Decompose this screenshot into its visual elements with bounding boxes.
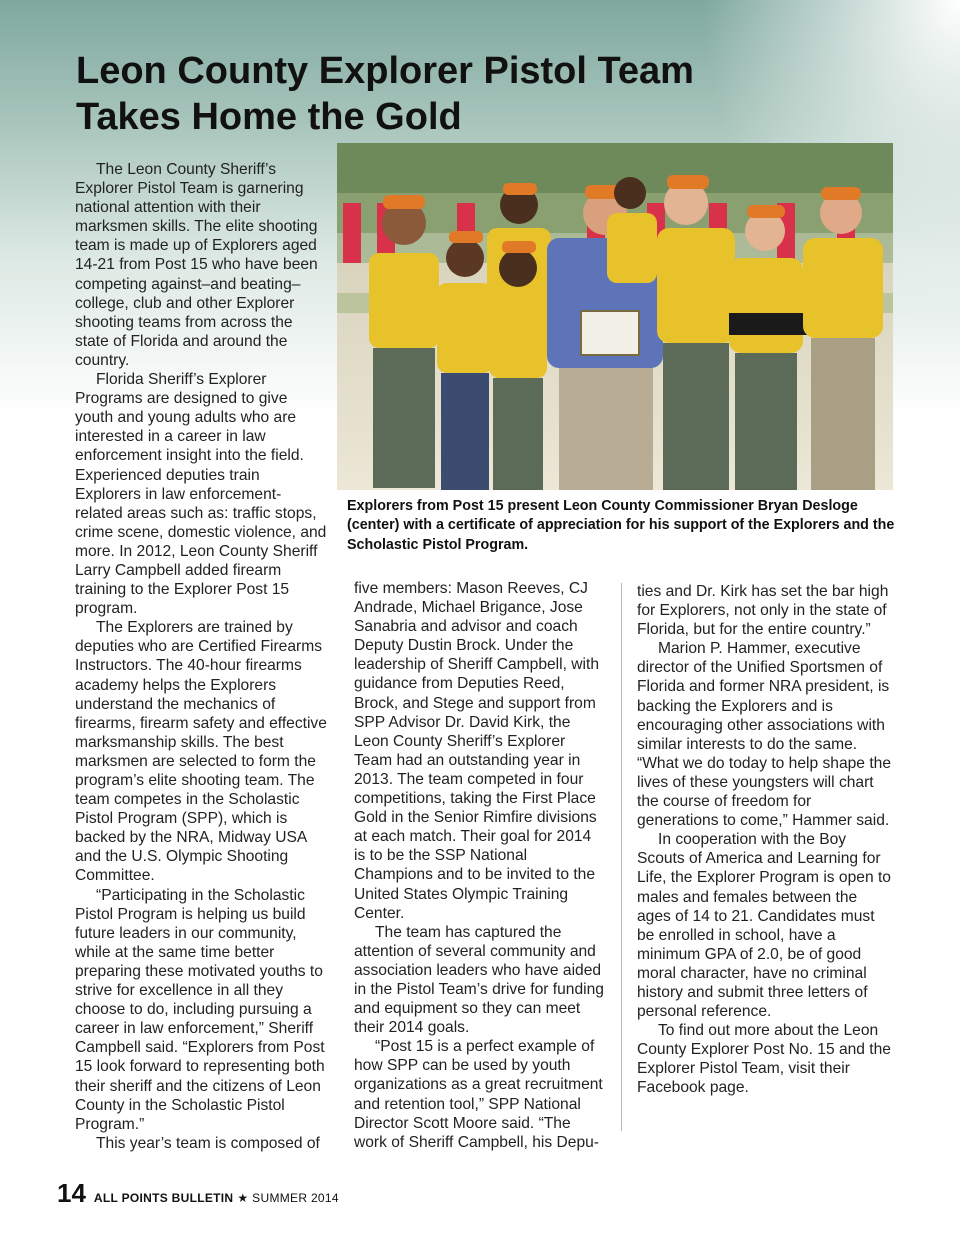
paragraph: The Leon County Sheriff’s Explorer Pistol Team is garnering national attention with their marksmen skills. The elite shooting team is made up of Explorers aged 14-21 from Post 15 who have been competing against–and beating–college, club and other Explorer shooting teams from across the state of Florida and around the country. <box>75 161 318 369</box>
paragraph: The Explorers are trained by deputies who are Certified Firearms Instructors. The 40-hour firearms academy helps the Explorers understand the mechanics of firearms, firearm safety and effective marksmanship skills. The best marksmen are selected to form the program’s elite shooting team. The team competes in the Scholastic Pistol Program (SPP), which is backed by the NRA, Midway USA and the U.S. Olympic Shooting Committee. <box>75 619 327 885</box>
magazine-name: ALL POINTS BULLETIN <box>93 1191 234 1205</box>
text-column-2 <box>354 579 604 1152</box>
paragraph: In cooperation with the Boy Scouts of America and Learning for Life, the Explorer Program is open to males and females between the ages of 14 to 21. Candidates must be enrolled in school, have a minimum GPA of 2.0, be of good moral character, have no criminal history and submit three letters of personal reference. <box>637 831 891 1021</box>
team-photo-illustration <box>337 143 893 490</box>
star-icon: ★ <box>237 1191 249 1205</box>
page-number: 14 <box>57 1178 86 1208</box>
paragraph: Florida Sheriff’s Explorer Programs are designed to give youth and young adults who are interested in a career in law enforcement insight into the field. Experienced deputies train Explorers in law enforcement-related areas such as: traffic stops, crime scene, domestic violence, and more. In 2012, Leon County Sheriff Larry Campbell added firearm training to the Explorer Post 15 program. <box>75 371 327 618</box>
paragraph: ties and Dr. Kirk has set the bar high for Explorers, not only in the state of Florida, but for the entire country.” <box>637 583 889 639</box>
column-divider <box>621 583 622 1131</box>
paragraph: “Post 15 is a perfect example of how SPP can be used by youth organizations as a great recruitment and retention tool,” SPP National Director Scott Moore said. “The work of Sheriff Campbell, his Depu- <box>354 1038 603 1151</box>
article-headline <box>76 48 776 140</box>
photo-caption: Explorers from Post 15 present Leon County Commissioner Bryan Desloge (center) with a certificate of appreciation for his support of the Explorers and the Scholastic Pistol Program. <box>347 498 895 553</box>
text-column-1 <box>75 160 327 1153</box>
team-photo <box>337 143 893 490</box>
text-column-3 <box>637 582 895 1098</box>
page-footer <box>57 1178 339 1209</box>
paragraph: The team has captured the attention of several community and association leaders who have aided in the Pistol Team’s drive for funding and equipment so they can meet their 2014 goals. <box>354 923 604 1037</box>
headline-line-2: Takes Home the Gold <box>76 96 462 138</box>
headline-line-1: Leon County Explorer Pistol Team <box>76 50 694 92</box>
paragraph: five members: Mason Reeves, CJ Andrade, Michael Brigance, Jose Sanabria and advisor and coach Deputy Dustin Brock. Under the leadership of Sheriff Campbell, with guidance from Deputies Reed, Brock, and Stege and support from SPP Advisor Dr. David Kirk, the Leon County Sheriff’s Explorer Team had an outstanding year in 2013. The team competed in four competitions, taking the First Place Gold in the Senior Rimfire divisions at each match. Their goal for 2014 is to be the SSP National Champions and to be invited to the United States Olympic Training Center. <box>354 580 600 922</box>
paragraph: To find out more about the Leon County Explorer Post No. 15 and the Explorer Pistol Team, visit their Facebook page. <box>637 1022 891 1097</box>
issue-label: SUMMER 2014 <box>252 1191 339 1205</box>
paragraph: This year’s team is composed of <box>96 1134 320 1152</box>
paragraph: “Participating in the Scholastic Pistol Program is helping us build future leaders in our community, while at the same time better preparing these motivated youths to strive for excellence in all they choose to do, including pursuing a career in law enforcement,” Sheriff Campbell said. “Explorers from Post 15 look forward to representing both their sheriff and the citizens of Leon County in the Scholastic Pistol Program.” <box>75 886 325 1133</box>
paragraph: Marion P. Hammer, executive director of the Unified Sportsmen of Florida and former NRA president, is backing the Explorers and is encouraging other associations with similar interests to do the same. “What we do today to help shape the lives of these youngsters will chart the course of freedom for generations to come,” Hammer said. <box>637 640 891 830</box>
